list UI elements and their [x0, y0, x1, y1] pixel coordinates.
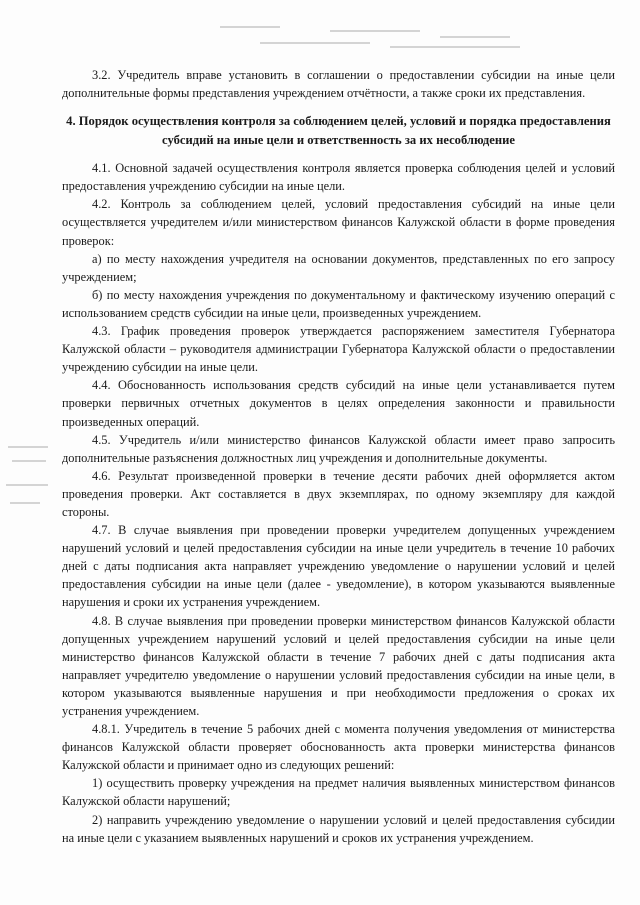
scan-artifact	[0, 440, 60, 520]
paragraph-4-2: 4.2. Контроль за соблюдением целей, условий предоставления субсидий на иные цели осуществляется учредителем и/или министерством финансов Калужской области в форме проведения проверок:	[62, 197, 615, 248]
paragraph-3-2: 3.2. Учредитель вправе установить в соглашении о предоставлении субсидии на иные цели дополнительные формы представления учреждением отчётности, а также сроки их представления.	[62, 68, 615, 101]
paragraph-4-6: 4.6. Результат произведенной проверки в течение десяти рабочих дней оформляется актом проведения проверки. Акт составляется в двух экземплярах, по одному экземпляру для каждой стороны.	[62, 468, 615, 519]
paragraph-4-8-1-item-2: 2) направить учреждению уведомление о нарушении условий и целей предоставления субсидии на иные цели с указанием выявленных нарушений и сроков их устранения учреждением.	[62, 812, 615, 845]
paragraph-4-4: 4.4. Обоснованность использования средств субсидий на иные цели устанавливается путем проверки первичных отчетных документов в целях определения законности и правильности произведенных операций.	[62, 378, 615, 429]
paragraph-4-2-a: а) по месту нахождения учредителя на основании документов, представленных по его запросу учреждением;	[62, 251, 615, 284]
paragraph-4-2-b: б) по месту нахождения учреждения по документальному и фактическому изучению операций с использованием средств субсидии на иные цели, произведенных учреждением.	[62, 287, 615, 320]
scan-artifact	[180, 22, 540, 52]
section-heading: 4. Порядок осуществления контроля за соблюдением целей, условий и порядка предоставления субсидий на иные цели и ответственность за их несоблюдение	[66, 114, 611, 147]
paragraph-4-5: 4.5. Учредитель и/или министерство финансов Калужской области имеет право запросить дополнительные разъяснения должностных лиц учреждения и дополнительные документы.	[62, 432, 615, 465]
paragraph-4-7: 4.7. В случае выявления при проведении проверки учредителем допущенных учреждением нарушений условий и целей предоставления субсидии на иные цели учредитель в течение 10 рабочих дней с даты подписания акта направляет учреждению уведомление о нарушении условий и целей предоставления субсидии на иные цели (далее - уведомление), в котором указываются выявленные нарушения и сроки их устранения учреждением.	[62, 523, 615, 610]
document-body	[62, 66, 615, 847]
paragraph-4-1: 4.1. Основной задачей осуществления контроля является проверка соблюдения целей и условий предоставления учреждению субсидии на иные цели.	[62, 161, 615, 194]
paragraph-4-3: 4.3. График проведения проверок утверждается распоряжением заместителя Губернатора Калужской области – руководителя администрации Губернатора Калужской области о предоставлении учреждению субсидии на иные цели.	[62, 324, 615, 375]
paragraph-4-8-1-item-1: 1) осуществить проверку учреждения на предмет наличия выявленных министерством финансов Калужской области нарушений;	[62, 776, 615, 809]
paragraph-4-8: 4.8. В случае выявления при проведении проверки министерством финансов Калужской области допущенных учреждением нарушений условий и целей предоставления субсидии на иные цели министерство финансов Калужской области в течение 7 рабочих дней с даты подписания акта направляет учредителю уведомление о нарушении условий предоставления субсидии на иные цели, в котором указываются выявленные нарушения и при необходимости предложения о сроках их устранения учреждением.	[62, 613, 615, 718]
paragraph-4-8-1: 4.8.1. Учредитель в течение 5 рабочих дней с момента получения уведомления от министерства финансов Калужской области проверяет обоснованность акта проверки министерства финансов Калужской области и принимает одно из следующих решений:	[62, 722, 615, 773]
